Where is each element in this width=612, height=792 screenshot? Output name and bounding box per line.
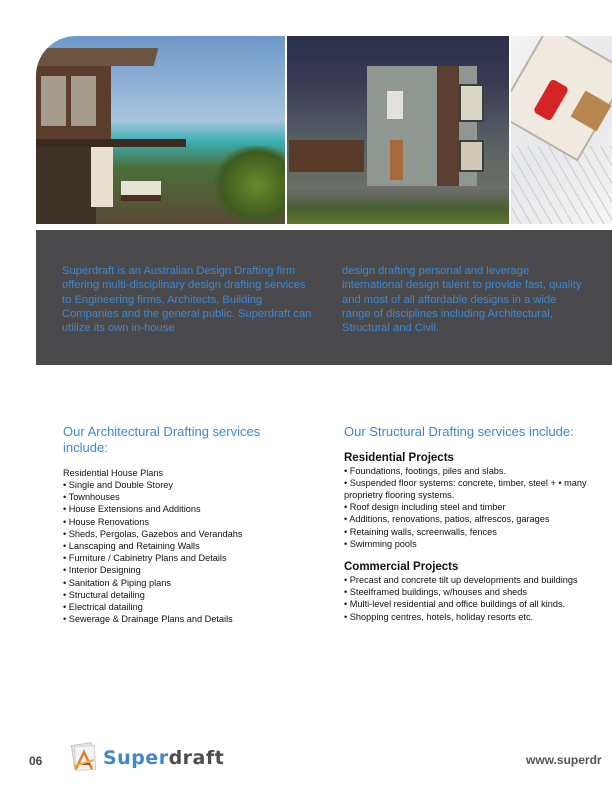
page-number: 06 bbox=[29, 754, 43, 768]
list-item: • Shopping centres, hotels, holiday resorts etc. bbox=[344, 611, 534, 622]
residential-projects-list bbox=[344, 465, 612, 550]
list-item: • Electrical datailing bbox=[63, 602, 143, 613]
list-item: • Furniture / Cabinetry Plans and Details bbox=[63, 553, 227, 564]
list-item: • House Renovations bbox=[63, 516, 149, 527]
list-item: • Foundations, footings, piles and slabs. bbox=[344, 465, 507, 476]
list-item: • Structural detailing bbox=[63, 589, 145, 600]
list-item: • Precast and concrete tilt up developments and buildings bbox=[344, 574, 578, 585]
structural-services-section bbox=[344, 424, 612, 623]
architectural-services-list bbox=[63, 479, 303, 625]
list-item: • Lanscaping and Retaining Walls bbox=[63, 541, 200, 552]
commercial-projects-list bbox=[344, 574, 612, 623]
commercial-projects-heading: Commercial Projects bbox=[344, 560, 459, 573]
residential-house-plans-heading: Residential House Plans bbox=[63, 468, 164, 478]
list-item: • Interior Designing bbox=[63, 565, 141, 576]
architectural-services-section bbox=[63, 424, 303, 625]
list-item: • Single and Double Storey bbox=[63, 480, 173, 490]
intro-panel bbox=[36, 230, 612, 365]
list-item: • Sheds, Pergolas, Gazebos and Verandahs bbox=[63, 528, 243, 539]
list-item: • Sanitation & Piping plans bbox=[63, 577, 171, 588]
list-item: • Suspended floor systems: concrete, timber, steel + • many proprietry flooring systems. bbox=[344, 477, 587, 500]
structural-services-title: Our Structural Drafting services include: bbox=[344, 424, 574, 439]
architectural-services-title: Our Architectural Drafting services include: bbox=[63, 424, 261, 455]
website-link[interactable]: www.superdr bbox=[526, 753, 602, 767]
list-item: • Multi-level residential and office buildings of all kinds. bbox=[344, 599, 566, 610]
list-item: • House Extensions and Additions bbox=[63, 504, 201, 515]
list-item: • Retaining walls, screenwalls, fences bbox=[344, 526, 497, 537]
list-item: • Roof design including steel and timber bbox=[344, 502, 506, 513]
list-item: • Steelframed buildings, w/houses and sheds bbox=[344, 587, 527, 598]
modern-house-image bbox=[287, 36, 509, 224]
intro-text-left: Superdraft is an Australian Design Drafting firm offering multi-disciplinary design drafting services to Engineering firms, Architects, Building Companies and the general public. Superdraft can utilize its own in-house bbox=[62, 265, 312, 335]
list-item: • Additions, renovations, patios, alfrescos, garages bbox=[344, 514, 550, 525]
floor-plan-image bbox=[511, 36, 612, 224]
intro-text-right: design drafting personal and leverage international design talent to provide fast, quality and most of all affordable designs in a wide range of disciplines including Architectural, Structural and Civil. bbox=[342, 265, 582, 335]
drafting-tools-icon bbox=[70, 742, 98, 772]
superdraft-logo bbox=[70, 740, 225, 774]
list-item: • Townhouses bbox=[63, 492, 120, 503]
beach-house-image bbox=[36, 36, 285, 224]
hero-image-strip bbox=[36, 36, 612, 224]
logo-wordmark: Superdraft bbox=[103, 747, 225, 769]
list-item: • Swimming pools bbox=[344, 538, 417, 549]
residential-projects-heading: Residential Projects bbox=[344, 451, 454, 464]
list-item: • Sewerage & Drainage Plans and Details bbox=[63, 614, 233, 625]
